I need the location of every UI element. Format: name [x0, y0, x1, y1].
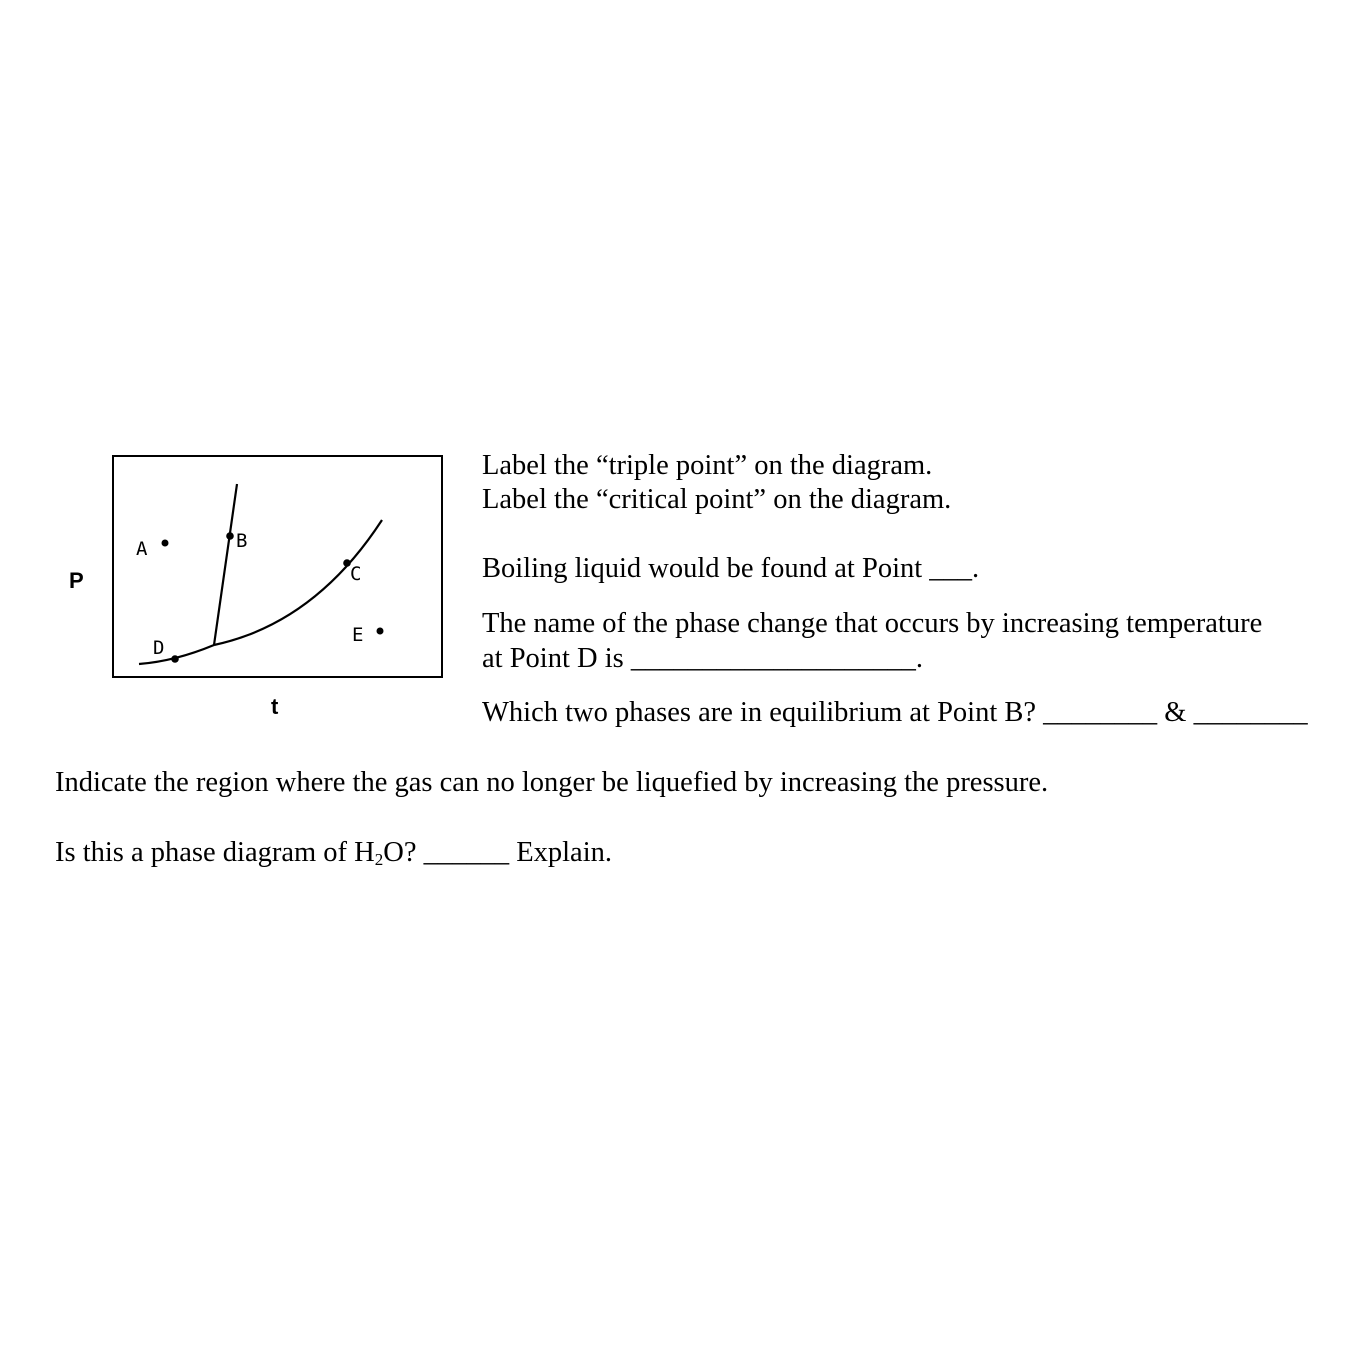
- point-c-label: C: [350, 563, 362, 585]
- question-h2o-prefix: Is this a phase diagram of H: [55, 837, 375, 868]
- question-phase-change-line1: The name of the phase change that occurs by increasing temperature: [482, 608, 1263, 639]
- point-a-label: A: [136, 538, 148, 560]
- question-gas-region: [55, 765, 1048, 800]
- question-triple-point-text: Label the “triple point” on the diagram.: [482, 450, 933, 481]
- point-d-dot: [171, 655, 179, 663]
- question-phase-change: [482, 606, 1262, 676]
- question-triple-point: [482, 448, 932, 483]
- x-axis-label: t: [271, 694, 279, 719]
- question-equilibrium: [482, 695, 1308, 730]
- question-phase-change-line2: at Point D is ____________________.: [482, 643, 923, 674]
- question-critical-point-text: Label the “critical point” on the diagram.: [482, 484, 952, 515]
- question-h2o: [55, 835, 612, 870]
- point-b-label: B: [236, 530, 248, 552]
- point-a-dot: [162, 540, 169, 547]
- question-critical-point: [482, 482, 951, 517]
- question-gas-region-text: Indicate the region where the gas can no longer be liquefied by increasing the pressure.: [55, 767, 1049, 798]
- y-axis-label: P: [69, 568, 84, 593]
- solid-liquid-boundary: [214, 484, 237, 645]
- question-h2o-subscript: 2: [374, 850, 384, 869]
- question-equilibrium-text: Which two phases are in equilibrium at Point B? ________ & ________: [482, 697, 1308, 728]
- question-boiling-liquid: [482, 551, 979, 586]
- question-boiling-liquid-text: Boiling liquid would be found at Point ___.: [482, 553, 980, 584]
- point-d-label: D: [153, 637, 165, 659]
- point-e-label: E: [352, 624, 364, 646]
- point-e-dot: [377, 628, 384, 635]
- point-b-dot: [226, 532, 234, 540]
- question-h2o-suffix: O? ______ Explain.: [383, 837, 613, 868]
